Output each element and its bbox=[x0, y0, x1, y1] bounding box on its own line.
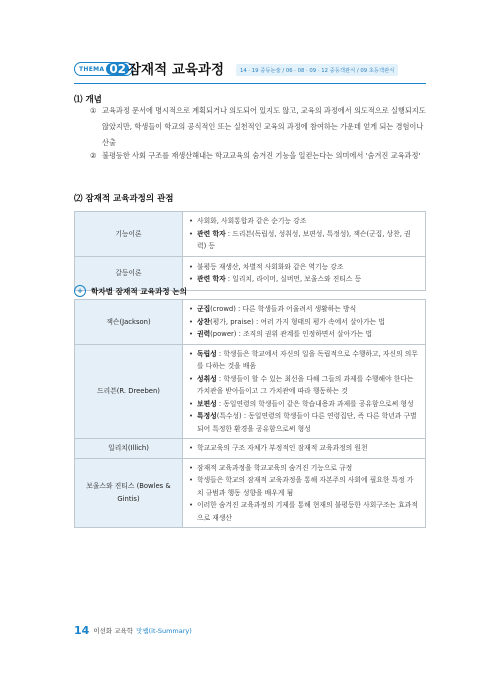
theme-badge bbox=[74, 62, 133, 76]
page-footer bbox=[74, 624, 192, 637]
bullet-keyword: 권력 bbox=[197, 330, 211, 338]
bullet-text: (특수성) : 동일연령의 학생들이 다른 연령집단, 즉 다른 학년과 구별되어 특정한 환경을 공유함으로써 형성 bbox=[197, 412, 417, 433]
bullet-item: • 불평등 재생산, 차별적 사회화와 같은 역기능 강조 bbox=[189, 261, 419, 274]
bullet-item: • 사회화, 사회통합과 같은 순기능 강조 bbox=[189, 215, 419, 228]
row-label: 잭슨(Jackson) bbox=[75, 300, 183, 345]
section-concept-title: ⑴ 개념 bbox=[74, 95, 102, 105]
row-label: 드리븐(R. Dreeben) bbox=[75, 344, 183, 439]
perspectives-table bbox=[74, 211, 426, 291]
table-row bbox=[75, 300, 426, 345]
bullet-text: 잠재적 교육과정을 학교교육의 숨겨진 기능으로 규정 bbox=[197, 463, 353, 472]
item-number: ② bbox=[90, 151, 97, 160]
bullet-text: 사회화, 사회통합과 같은 순기능 강조 bbox=[197, 217, 307, 225]
bullet-text: : 일리치, 라이머, 실버먼, 보울스와 진티스 등 bbox=[225, 275, 362, 283]
section-perspectives-title: ⑵ 잠재적 교육과정의 관점 bbox=[74, 194, 174, 204]
bullet-text: 불평등 재생산, 차별적 사회화와 같은 역기능 강조 bbox=[197, 262, 344, 271]
item-text: 불평등한 사회 구조를 재생산해내는 학교교육의 숨겨진 기능을 일컫는다는 의미에서 '숨겨진 교육과정' bbox=[102, 151, 421, 160]
bullet-item: • 관련 학자 : 일리치, 라이머, 실버먼, 보울스와 진티스 등 bbox=[189, 275, 362, 283]
bullet-text: : 학생들은 학교에서 자신의 일을 독립적으로 수행하고, 자신의 의무를 다하는 것을 배움 bbox=[197, 349, 418, 370]
table-row bbox=[75, 344, 426, 439]
row-label: 보울스와 진티스 (Bowles & Gintis) bbox=[75, 458, 183, 528]
page-number: 14 bbox=[74, 624, 90, 637]
page-title: 잠재적 교육과정 bbox=[128, 62, 224, 78]
item-number: ① bbox=[90, 106, 97, 115]
row-content bbox=[183, 439, 426, 459]
bullet-keyword: 관련 학자 bbox=[197, 275, 226, 283]
subsection-title bbox=[74, 285, 187, 297]
bullet-keyword: 보편성 bbox=[197, 399, 217, 408]
bullet-item: • 보편성 : 동일연령의 학생들이 같은 학습내용과 과제를 공유함으로써 형성 bbox=[189, 399, 414, 408]
table-row bbox=[75, 458, 426, 528]
row-label: 일리치(Illich) bbox=[75, 439, 183, 459]
bullet-keyword: 특정성 bbox=[197, 412, 217, 420]
row-content bbox=[183, 212, 426, 257]
item-text: 교육과정 문서에 명시적으로 계획되거나 의도되어 있지도 않고, 교육의 과정에서 의도적으로 실행되지도 않았지만, 학생들이 학교의 공식적인 또는 실천적인 교육의 과정에 참여하는 가운데 얻게 되는 경험이나 산출 bbox=[102, 106, 426, 147]
bullet-text: (crowd) : 다른 학생들과 어울려서 생활하는 방식 bbox=[210, 305, 357, 313]
header-divider bbox=[74, 83, 426, 84]
concept-item bbox=[90, 103, 428, 151]
row-content bbox=[183, 300, 426, 345]
bullet-keyword: 군집 bbox=[197, 305, 211, 313]
table-row bbox=[75, 439, 426, 459]
bullet-text: (power) : 조직의 권위 관계를 인정하면서 살아가는 법 bbox=[210, 330, 373, 338]
book-title: 이선화 교육학 bbox=[93, 627, 134, 635]
book-subtitle: 맛쌤(it-Summary) bbox=[136, 627, 192, 635]
bullet-item: • 잠재적 교육과정을 학교교육의 숨겨진 기능으로 규정 bbox=[189, 462, 419, 475]
row-label: 갈등이론 bbox=[75, 256, 183, 290]
bullet-item: • 관련 학자 : 드리븐(독립성, 성취성, 보편성, 특정성), 잭슨(군집, 상찬, 권력) 등 bbox=[189, 229, 411, 250]
theme-number: 02 bbox=[106, 63, 129, 75]
plus-circle-icon: + bbox=[74, 285, 86, 297]
bullet-item: • 권력(power) : 조직의 권위 관계를 인정하면서 살아가는 법 bbox=[189, 330, 373, 338]
table-row bbox=[75, 212, 426, 257]
row-label: 기능이론 bbox=[75, 212, 183, 257]
bullet-item: • 특정성(특수성) : 동일연령의 학생들이 다른 연령집단, 즉 다른 학년과 구별되어 특정한 환경을 공유함으로써 형성 bbox=[189, 412, 417, 433]
scholars-table bbox=[74, 299, 426, 528]
bullet-item: • 성취성 : 학생들이 할 수 있는 최선을 다해 그들의 과제를 수행해야 한다는 가치관을 받아들이고 그 가치관에 따라 행동하는 것 bbox=[189, 374, 414, 395]
bullet-text: 이러한 숨겨진 교육과정의 기제를 통해 현재의 불평등한 사회구조는 효과적으로 재생산 bbox=[197, 501, 418, 522]
bullet-text: 학교교육의 구조 자체가 부정적인 잠재적 교육과정의 원천 bbox=[197, 444, 368, 452]
page-header bbox=[74, 58, 426, 82]
bullet-item: • 군집(crowd) : 다른 학생들과 어울려서 생활하는 방식 bbox=[189, 305, 357, 313]
bullet-item: • 학생들은 학교의 잠재적 교육과정을 통해 자본주의 사회에 필요한 특정 가치 규범과 행동 성향을 배우게 됨 bbox=[189, 474, 419, 499]
row-content bbox=[183, 458, 426, 528]
theme-word: THEMA bbox=[79, 65, 105, 73]
bullet-keyword: 상찬 bbox=[197, 317, 211, 326]
bullet-keyword: 관련 학자 bbox=[197, 229, 226, 238]
bullet-keyword: 독립성 bbox=[197, 349, 217, 358]
bullet-text: : 학생들이 할 수 있는 최선을 다해 그들의 과제를 수행해야 한다는 가치관을 받아들이고 그 가치관에 따라 행동하는 것 bbox=[197, 374, 414, 395]
concept-item bbox=[90, 148, 428, 164]
row-content bbox=[183, 256, 426, 290]
bullet-text: 학생들은 학교의 잠재적 교육과정을 통해 자본주의 사회에 필요한 특정 가치 규범과 행동 성향을 배우게 됨 bbox=[197, 476, 414, 497]
row-content bbox=[183, 344, 426, 439]
bullet-item: • 상찬(평가, praise) : 여러 가지 형태의 평가 속에서 살아가는 법 bbox=[189, 317, 385, 326]
subsection-title-text: 학자별 잠재적 교육과정 논의 bbox=[91, 286, 187, 296]
bullet-item: • 이러한 숨겨진 교육과정의 기제를 통해 현재의 불평등한 사회구조는 효과적으로 재생산 bbox=[189, 499, 419, 524]
bullet-item: • 독립성 : 학생들은 학교에서 자신의 일을 독립적으로 수행하고, 자신의 의무를 다하는 것을 배움 bbox=[189, 349, 418, 370]
exam-meta-badge: 14 · 19 중등논술 / 06 · 08 · 09 · 12 중등객관식 / 09 초등객관식 bbox=[236, 64, 398, 76]
bullet-item: • 학교교육의 구조 자체가 부정적인 잠재적 교육과정의 원천 bbox=[189, 442, 419, 455]
bullet-keyword: 성취성 bbox=[197, 374, 217, 383]
bullet-text: : 드리븐(독립성, 성취성, 보편성, 특정성), 잭슨(군집, 상찬, 권력) 등 bbox=[197, 229, 411, 250]
bullet-text: (평가, praise) : 여러 가지 형태의 평가 속에서 살아가는 법 bbox=[210, 317, 385, 326]
bullet-text: : 동일연령의 학생들이 같은 학습내용과 과제를 공유함으로써 형성 bbox=[216, 399, 414, 408]
